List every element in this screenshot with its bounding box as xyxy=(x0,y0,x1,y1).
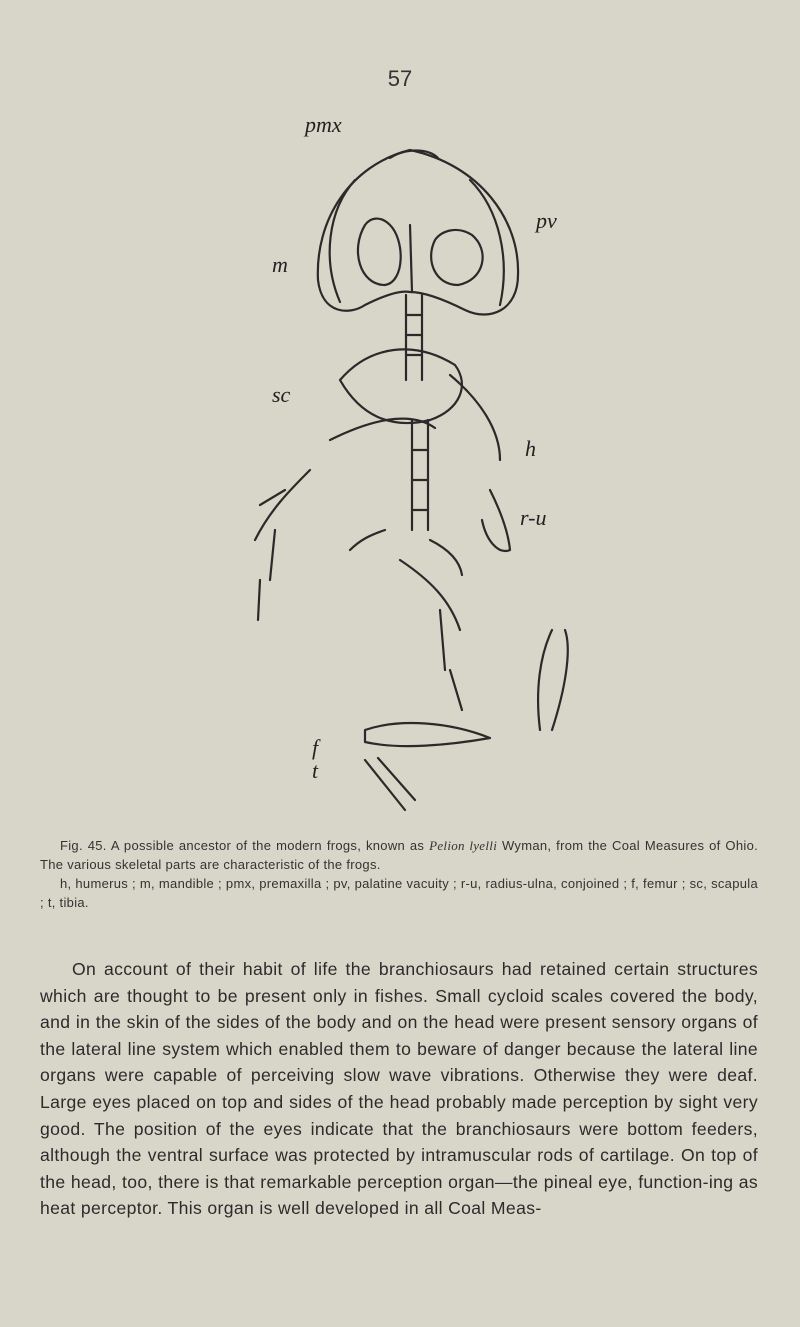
orbit-left xyxy=(358,219,401,285)
pelvis xyxy=(400,560,462,710)
mandible-right xyxy=(470,180,504,305)
hindlimb-right xyxy=(538,630,568,730)
rib-left xyxy=(350,530,385,550)
vertebral-column xyxy=(406,295,422,380)
tibia xyxy=(365,758,415,810)
body-paragraph: On account of their habit of life the branchiosaurs had retained certain structures which are thought to be present only in fishes. Small cycloid scales covered the body, and in the skin of the sides of the body and on the head were present sensory organs of the lateral line system which enabled them to beware of danger because the lateral line organs were capable of perceiving slow wave vibrations. Otherwise they were deaf. Large eyes placed on top and sides of the head probably made perception by sight very good. The position of the eyes indicate that the branchiosaurs were bottom feeders, although the ventral surface was protected by intramuscular rods of cartilage. On top of the head, too, there is that remarkable perception organ—the pineal eye, function-ing as heat perceptor. This organ is well developed in all Coal Meas- xyxy=(40,959,758,1219)
lower-vertebrae xyxy=(412,420,428,530)
label-pv: pv xyxy=(536,208,557,233)
frog-skeleton-illustration xyxy=(200,110,620,830)
radius-ulna xyxy=(482,490,510,551)
skeleton-figure xyxy=(200,110,620,830)
mandible-left xyxy=(330,180,355,302)
label-pmx: pmx xyxy=(305,112,342,137)
body-text xyxy=(40,956,758,1222)
caption-title xyxy=(40,836,758,874)
label-ru: r-u xyxy=(520,505,547,530)
label-f: f xyxy=(312,735,319,760)
rib-mid xyxy=(430,540,462,575)
caption-line-end: Wyman, from the Coal Measures of Ohio. The various skeletal parts are characteristic of the frogs. xyxy=(40,838,759,872)
figure-caption xyxy=(40,836,758,912)
caption-line-start: Fig. 45. A possible ancestor of the modern frogs, known as xyxy=(60,838,430,853)
label-m: m xyxy=(272,252,288,277)
label-sc: sc xyxy=(272,382,291,407)
caption-species: Pelion lyelli xyxy=(429,838,498,853)
humerus xyxy=(450,375,500,460)
skull-outline xyxy=(318,150,518,315)
orbit-right xyxy=(431,230,482,285)
page-number: 57 xyxy=(387,66,413,91)
femur xyxy=(365,723,490,746)
scapula xyxy=(340,349,462,423)
label-t: t xyxy=(312,758,319,783)
forelimb-left xyxy=(255,470,310,620)
caption-legend: h, humerus ; m, mandible ; pmx, premaxilla ; pv, palatine vacuity ; r-u, radius-ulna, conjoined ; f, femur ; sc, scapula ; t, tibia. xyxy=(40,876,758,910)
palatine xyxy=(410,225,412,292)
label-h: h xyxy=(525,436,536,461)
